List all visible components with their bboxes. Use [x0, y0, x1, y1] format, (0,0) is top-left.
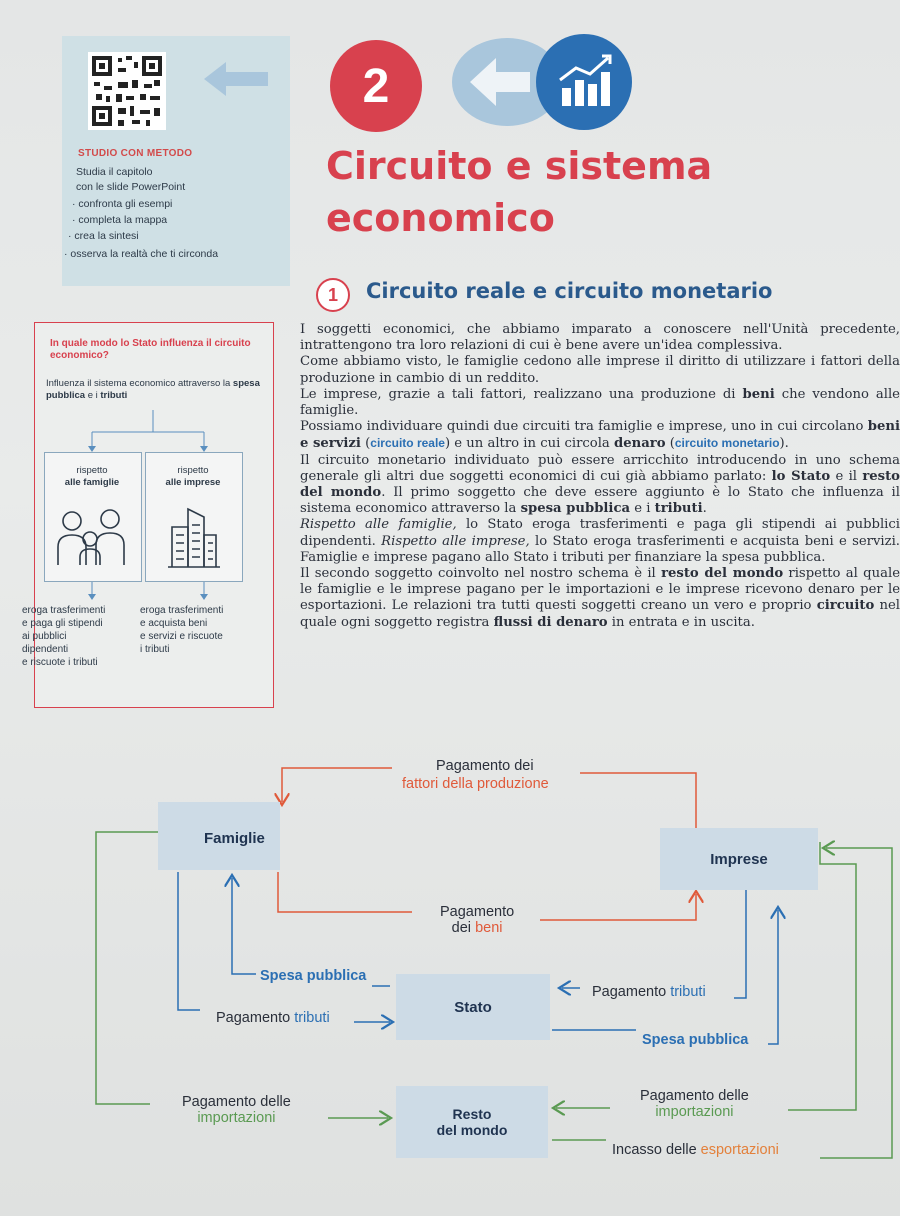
node-resto-del-mondo: Resto del mondo — [396, 1086, 548, 1158]
family-icon — [50, 505, 134, 571]
node-stato: Stato — [396, 974, 550, 1040]
paragraph-6: Rispetto alle famiglie, lo Stato eroga trasferimenti e paga gli stipendi ai pubblici dipendenti. Rispetto alle imprese, lo Stato eroga trasferimenti e acquista beni e servizi. Famiglie e imprese pagano allo Stato i tributi per finanziare la spesa pubblica. — [300, 517, 900, 565]
label-pagamento-tributi-right: Pagamento tributi — [592, 984, 706, 1000]
sidebox-firms-foot: eroga trasferimenti e acquista beni e servizi e riscuote i tributi — [140, 605, 224, 655]
chapter-title-line-1: Circuito e sistema — [326, 144, 713, 188]
chapter-number-badge: 2 — [330, 40, 422, 132]
label-factors-production: fattori della produzione — [402, 776, 549, 792]
paragraph-2: Come abbiamo visto, le famiglie cedono alle imprese il diritto di utilizzare i fattori della produzione in cambio di un reddito. — [300, 354, 900, 386]
arrow-left-icon — [200, 58, 272, 100]
chart-growth-icon — [536, 34, 632, 130]
section-title: Circuito reale e circuito monetario — [366, 279, 773, 303]
label-pay-goods: Pagamento dei beni — [440, 904, 515, 936]
label-pay-factors: Pagamento dei — [436, 758, 534, 774]
paragraph-5: Il circuito monetario individuato può essere arricchito introducendo in uno schema generale gli altri due soggetti economici di cui già abbiamo parlato: lo Stato e il resto del mondo. Il primo soggetto che deve essere aggiunto è lo Stato che influenza il sistema economico attraverso la spesa pubblica e i tributi. — [300, 452, 900, 517]
chapter-title-line-2: economico — [326, 196, 555, 240]
label-pagamento-tributi-left: Pagamento tributi — [216, 1010, 330, 1026]
sidebox-intro: Influenza il sistema economico attraverso la spesa pubblica e i tributi — [46, 378, 260, 401]
section-number: 1 — [316, 278, 350, 312]
node-famiglie: Famiglie — [158, 802, 280, 870]
paragraph-7: Il secondo soggetto coinvolto nel nostro schema è il resto del mondo rispetto al quale le famiglie e le imprese pagano per le importazioni e le imprese ricevono denaro per le esportazioni. Le relazioni tra tutti questi soggetti creano un vero e proprio circuito nel quale ogni soggetto registra flussi di denaro in entrata e in uscita. — [300, 566, 900, 630]
study-bullet-2: · completa la mappa — [72, 214, 168, 226]
study-bullet-4: · osserva la realtà che ti circonda — [64, 248, 219, 260]
card-families-label: rispetto alle famiglie — [64, 465, 120, 488]
label-spesa-pubblica-left: Spesa pubblica — [260, 968, 367, 984]
node-imprese: Imprese — [660, 828, 818, 890]
paragraph-3: Le imprese, grazie a tali fattori, realizzano una produzione di beni che vendono alle famiglie. — [300, 386, 900, 419]
study-bullet-1: · confronta gli esempi — [72, 198, 173, 210]
label-export: Incasso delle esportazioni — [612, 1142, 779, 1158]
sidebox-question: In quale modo lo Stato influenza il circuito economico? — [50, 338, 251, 361]
study-bullet-3: · crea la sintesi — [68, 230, 139, 242]
study-line-1: Studia il capitolo — [76, 166, 153, 178]
study-line-2: con le slide PowerPoint — [76, 181, 186, 193]
paragraph-4: Possiamo individuare quindi due circuiti tra famiglie e imprese, uno in cui circolano beni e servizi (circuito reale) e un altro in cui circola denaro (circuito monetario). — [300, 419, 900, 452]
chapter-title — [326, 140, 712, 244]
economic-circuit-diagram — [0, 740, 900, 1216]
qr-code[interactable] — [88, 52, 166, 130]
label-import-left: Pagamento delle importazioni — [182, 1094, 291, 1126]
study-title: STUDIO CON METODO — [78, 148, 193, 159]
paragraph-1: I soggetti economici, che abbiamo imparato a conoscere nell'Unità precedente, intrattengono tra loro relazioni di cui è bene avere un'idea complessiva. — [300, 322, 900, 354]
body-text — [300, 322, 900, 631]
building-icon — [168, 505, 220, 573]
card-firms-label: rispetto alle imprese — [165, 465, 221, 488]
label-spesa-pubblica-right: Spesa pubblica — [642, 1032, 749, 1048]
sidebox-families-foot: eroga trasferimenti e paga gli stipendi ai pubblici dipendenti e riscuote i tributi — [22, 605, 106, 668]
label-import-right: Pagamento delle importazioni — [640, 1088, 749, 1120]
